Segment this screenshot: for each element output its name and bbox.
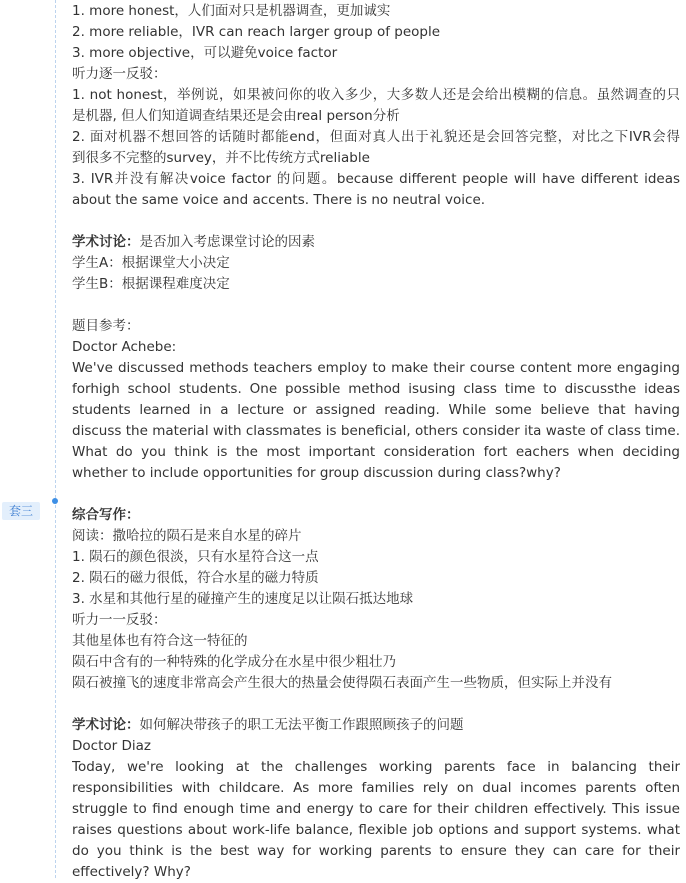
paragraph-line: 1. not honest，举例说，如果被问你的收入多少，大多数人还是会给出模糊的信息。虽然调查的只 [72,87,680,103]
section-heading [72,232,680,253]
text-line: 1. more honest，人们面对只是机器调查，更加诚实 [72,3,391,19]
paragraph-line: Today, we're looking at the challenges working parents face in balancing their [72,759,680,775]
text-line: 听力一一反驳： [72,612,167,628]
section-topic: 是否加入考虑课堂讨论的因素 [139,234,315,250]
text-line: 听力逐一反驳： [72,66,167,82]
paragraph-line: 到很多不完整的survey，并不比传统方式reliable [72,150,370,166]
paragraph-line: discuss the material with classmates is beneficial, others consider ita waste of class time. [72,423,680,439]
paragraph [72,85,680,127]
text-line: 2. 陨石的磁力很低，符合水星的磁力特质 [72,570,319,586]
text-line: Doctor Diaz [72,738,151,754]
text-line: 陨石中含有的一种特殊的化学成分在水星中很少粗壮乃 [72,654,396,670]
text-line: 学生B：根据课程难度决定 [72,276,230,292]
section-topic: 如何解决带孩子的职工无法平衡工作跟照顾孩子的问题 [139,717,464,733]
blank-line [72,211,680,232]
paragraph-line: What do you think is the most important consideration fort eachers when deciding [72,444,680,460]
section-label: 学术讨论： [72,234,140,250]
text-line: 阅读：撒哈拉的陨石是来自水星的碎片 [72,528,302,544]
paragraph-line: 3. IVR并没有解决voice factor 的问题。because different people will have different ideas [72,171,680,187]
paragraph-line: 是机器, 但人们知道调查结果还是会由real person分析 [72,108,400,124]
paragraph-line: whether to include opportunities for group discussion during class?why? [72,465,561,481]
paragraph-line: struggle to find enough time and energy to care for their children effectively. This issue [72,801,680,817]
paragraph [72,757,680,883]
blank-line [72,484,680,505]
paragraph-line: students learned in a lecture or assigned reading. While some believe that having [72,402,680,418]
text-line: Doctor Achebe: [72,339,177,355]
timeline-line [55,0,57,878]
paragraph-line: raises questions about work-life balance, flexible job options and support systems. what [72,822,680,838]
text-line: 学生A：根据课堂大小决定 [72,255,230,271]
paragraph [72,127,680,169]
paragraph [72,358,680,484]
paragraph-line: do you think is the best way for working parents to ensure they can care for their [72,843,680,859]
set-tag[interactable]: 套三 [2,502,40,520]
section-heading [72,505,680,526]
paragraph-line: forhigh school students. One possible method isusing class time to discussthe ideas [72,381,680,397]
text-line: 陨石被撞飞的速度非常高会产生很大的热量会使得陨石表面产生一些物质，但实际上并没有 [72,675,612,691]
note-content [72,1,680,883]
paragraph-line: 2. 面对机器不想回答的话随时都能end，但面对真人出于礼貌还是会回答完整，对比之下IVR会得 [72,129,680,145]
paragraph-line: We've discussed methods teachers employ to make their course content more engaging [72,360,680,376]
blank-line [72,295,680,316]
text-line: 2. more reliable，IVR can reach larger group of people [72,24,441,40]
paragraph-line: about the same voice and accents. There is no neutral voice. [72,192,486,208]
section-label: 学术讨论： [72,717,140,733]
text-line: 其他星体也有符合这一特征的 [72,633,248,649]
blank-line [72,694,680,715]
timeline-dot [52,498,58,504]
section-heading [72,715,680,736]
paragraph [72,169,680,211]
text-line: 3. more objective，可以避免voice factor [72,45,338,61]
text-line: 3. 水星和其他行星的碰撞产生的速度足以让陨石抵达地球 [72,591,414,607]
paragraph-line: effectively? Why? [72,864,191,880]
text-line: 题目参考： [72,318,140,334]
paragraph-line: responsibilities with childcare. As more families rely on dual incomes parents often [72,780,680,796]
section-label: 综合写作： [72,507,140,523]
text-line: 1. 陨石的颜色很淡，只有水星符合这一点 [72,549,319,565]
